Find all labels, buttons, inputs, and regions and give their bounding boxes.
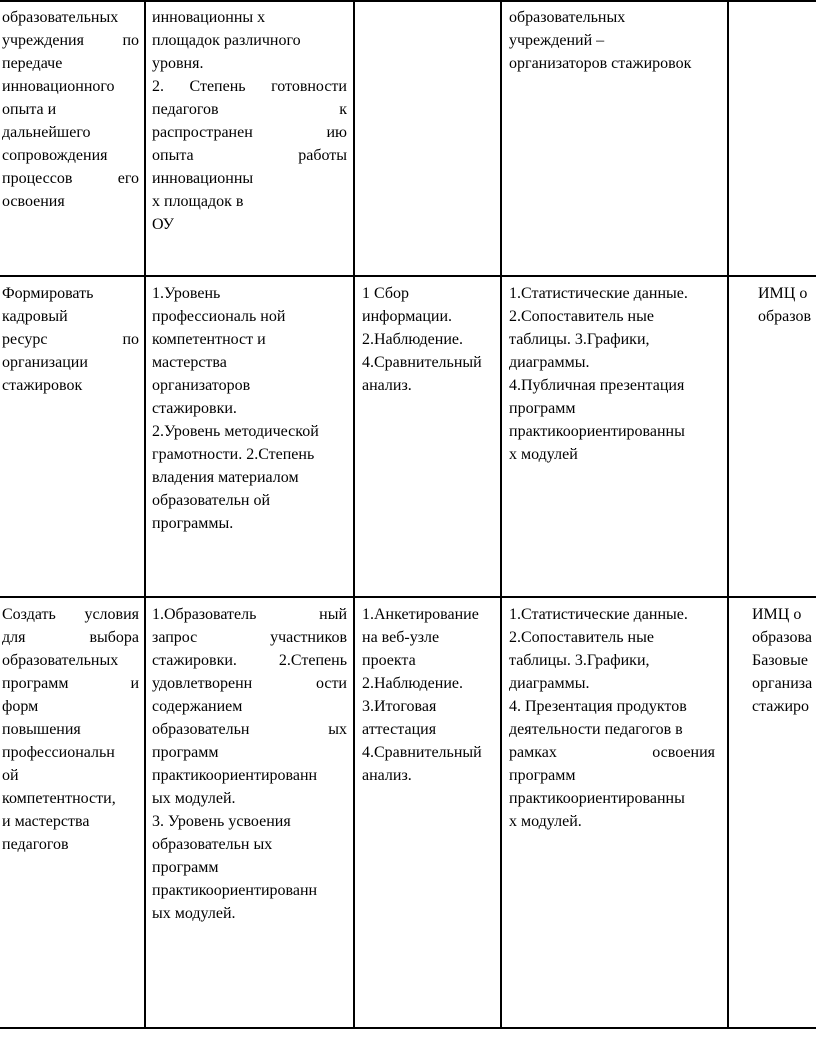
- cell-word: и: [130, 675, 139, 692]
- cell-line: 4. Презентация продуктов: [509, 698, 687, 715]
- cell-word: для: [2, 629, 26, 646]
- cell-line: стажировки.: [152, 400, 237, 417]
- cell-line: форм: [2, 698, 39, 715]
- cell-word: готовности: [271, 78, 347, 95]
- cell-line: ых модулей.: [152, 905, 236, 922]
- cell-line: [152, 121, 347, 144]
- cell-line: образовательн ой: [152, 492, 270, 509]
- cell-word: к: [339, 101, 347, 118]
- cell-line: 1 Сбор: [362, 285, 410, 302]
- cell-line: и мастерства: [2, 813, 90, 830]
- cell-line: 1.Анкетирование: [362, 606, 479, 623]
- cell-word: учреждения: [2, 32, 84, 49]
- cell-word: ых: [328, 721, 347, 738]
- cell-line: 3.Итоговая: [362, 698, 437, 715]
- cell-line: [152, 144, 347, 167]
- cell-line: практикоориентированны: [509, 423, 685, 440]
- cell-line: [152, 649, 347, 672]
- cell-line: образова: [752, 629, 812, 646]
- cell-line: [2, 328, 139, 351]
- cell-line: инновационны: [152, 170, 254, 187]
- cell-word: 2.: [152, 78, 164, 95]
- cell-word: распространен: [152, 124, 253, 141]
- cell-line: стажиро: [752, 698, 810, 715]
- cell-line: 4.Сравнительный: [362, 354, 482, 371]
- cell-line: программ: [509, 400, 576, 417]
- cell-word: процессов: [2, 170, 73, 187]
- cell-line: таблицы. 3.Графики,: [509, 652, 650, 669]
- cell-line: 2.Сопоставитель ные: [509, 308, 654, 325]
- cell-line: аттестация: [362, 721, 437, 738]
- cell-word: стажировки.: [152, 652, 237, 669]
- cell-line: образовательных: [2, 652, 119, 669]
- results-cell: [509, 603, 715, 833]
- column-border: [144, 0, 146, 1029]
- cell-line: [152, 626, 347, 649]
- cell-line: компетентности,: [2, 790, 116, 807]
- cell-line: 2.Наблюдение.: [362, 675, 463, 692]
- cell-line: педагогов: [2, 836, 69, 853]
- cell-line: [2, 672, 139, 695]
- cell-word: по: [122, 331, 139, 348]
- cell-line: ОУ: [152, 216, 174, 233]
- cell-line: передаче: [2, 55, 63, 72]
- cell-line: х площадок в: [152, 193, 244, 210]
- cell-line: 1.Статистические данные.: [509, 285, 688, 302]
- cell-line: информации.: [362, 308, 453, 325]
- row-border: [0, 0, 816, 2]
- cell-line: кадровый: [2, 308, 68, 325]
- cell-word: рамках: [509, 744, 557, 761]
- results-cell: [509, 6, 725, 75]
- cell-line: Базовые: [752, 652, 808, 669]
- cell-line: уровня.: [152, 55, 204, 72]
- cell-line: площадок различного: [152, 32, 301, 49]
- cell-line: диаграммы.: [509, 354, 590, 371]
- cell-word: Создать: [2, 606, 56, 623]
- cell-line: практикоориентированн: [152, 882, 318, 899]
- cell-line: ой: [2, 767, 19, 784]
- cell-word: выбора: [89, 629, 139, 646]
- cell-line: [2, 167, 139, 190]
- cell-line: повышения: [2, 721, 81, 738]
- cell-line: учреждений –: [509, 32, 605, 49]
- cell-line: программ: [152, 859, 219, 876]
- goal-cell: [2, 282, 139, 397]
- cell-word: опыта: [152, 147, 194, 164]
- column-border: [500, 0, 502, 1029]
- cell-line: ИМЦ о: [752, 606, 802, 623]
- cell-line: стажировок: [2, 377, 83, 394]
- cell-word: Степень: [189, 78, 246, 95]
- cell-word: его: [117, 170, 139, 187]
- cell-word: запрос: [152, 629, 198, 646]
- goal-cell: [2, 6, 139, 213]
- cell-word: освоения: [652, 744, 715, 761]
- cell-line: 4.Сравнительный: [362, 744, 482, 761]
- cell-line: образовательн ых: [152, 836, 273, 853]
- cell-line: образовательных: [2, 9, 119, 26]
- cell-word: участников: [270, 629, 347, 646]
- cell-word: ный: [319, 606, 347, 623]
- cell-line: профессиональн: [2, 744, 115, 761]
- responsible-cell: [752, 603, 816, 718]
- cell-line: 2.Наблюдение.: [362, 331, 463, 348]
- cell-line: образовательных: [509, 9, 626, 26]
- cell-line: [152, 75, 347, 98]
- cell-word: ости: [315, 675, 347, 692]
- cell-line: 3. Уровень усвоения: [152, 813, 291, 830]
- results-cell: [509, 282, 725, 466]
- cell-line: Формировать: [2, 285, 94, 302]
- cell-line: содержанием: [152, 698, 243, 715]
- cell-word: работы: [298, 147, 347, 164]
- cell-line: программы.: [152, 515, 234, 532]
- cell-line: 1.Статистические данные.: [509, 606, 688, 623]
- cell-line: 4.Публичная презентация: [509, 377, 685, 394]
- cell-line: инновационного: [2, 78, 115, 95]
- column-border: [353, 0, 355, 1029]
- cell-line: освоения: [2, 193, 65, 210]
- cell-line: анализ.: [362, 767, 412, 784]
- responsible-cell: [758, 282, 816, 328]
- cell-line: ИМЦ о: [758, 285, 808, 302]
- cell-line: организаторов стажировок: [509, 55, 692, 72]
- cell-line: практикоориентированн: [152, 767, 318, 784]
- cell-line: [2, 626, 139, 649]
- cell-line: организаторов: [152, 377, 251, 394]
- criteria-cell: [152, 6, 347, 236]
- cell-line: профессиональ ной: [152, 308, 286, 325]
- goal-cell: [2, 603, 139, 856]
- cell-line: сопровождения: [2, 147, 108, 164]
- column-border: [727, 0, 729, 1029]
- cell-word: 1.Образователь: [152, 606, 257, 623]
- cell-word: условия: [84, 606, 139, 623]
- cell-line: дальнейшего: [2, 124, 91, 141]
- cell-word: удовлетворенн: [152, 675, 253, 692]
- cell-line: х модулей.: [509, 813, 582, 830]
- cell-line: деятельности педагогов в: [509, 721, 683, 738]
- row-border: [0, 596, 816, 598]
- cell-line: 2.Уровень методической: [152, 423, 319, 440]
- cell-word: образовательн: [152, 721, 250, 738]
- row-border: [0, 275, 816, 277]
- cell-line: анализ.: [362, 377, 412, 394]
- cell-word: по: [122, 32, 139, 49]
- criteria-cell: [152, 603, 347, 925]
- cell-word: ресурс: [2, 331, 48, 348]
- cell-line: на веб-узле: [362, 629, 440, 646]
- cell-line: х модулей: [509, 446, 578, 463]
- cell-line: проекта: [362, 652, 416, 669]
- cell-line: [509, 741, 715, 764]
- cell-word: 2.Степень: [278, 652, 347, 669]
- cell-line: практикоориентированны: [509, 790, 685, 807]
- cell-line: [152, 718, 347, 741]
- cell-line: 1.Уровень: [152, 285, 221, 302]
- cell-line: опыта и: [2, 101, 57, 118]
- cell-word: ию: [326, 124, 347, 141]
- cell-line: образов: [758, 308, 812, 325]
- cell-line: [2, 29, 139, 52]
- cell-line: грамотности. 2.Степень: [152, 446, 315, 463]
- methods-cell: [362, 603, 500, 787]
- cell-line: программ: [152, 744, 219, 761]
- criteria-cell: [152, 282, 352, 535]
- cell-line: владения материалом: [152, 469, 299, 486]
- cell-line: компетентност и: [152, 331, 266, 348]
- cell-line: [152, 672, 347, 695]
- cell-line: инновационны х: [152, 9, 266, 26]
- methods-cell: [362, 282, 500, 397]
- cell-line: диаграммы.: [509, 675, 590, 692]
- cell-line: 2.Сопоставитель ные: [509, 629, 654, 646]
- row-border: [0, 1027, 816, 1029]
- cell-line: мастерства: [152, 354, 227, 371]
- cell-line: организа: [752, 675, 813, 692]
- cell-line: программ: [509, 767, 576, 784]
- cell-line: [152, 98, 347, 121]
- cell-line: организации: [2, 354, 88, 371]
- cell-line: ых модулей.: [152, 790, 236, 807]
- cell-line: [152, 603, 347, 626]
- cell-word: педагогов: [152, 101, 219, 118]
- cell-word: программ: [2, 675, 69, 692]
- cell-line: [2, 603, 139, 626]
- cell-line: таблицы. 3.Графики,: [509, 331, 650, 348]
